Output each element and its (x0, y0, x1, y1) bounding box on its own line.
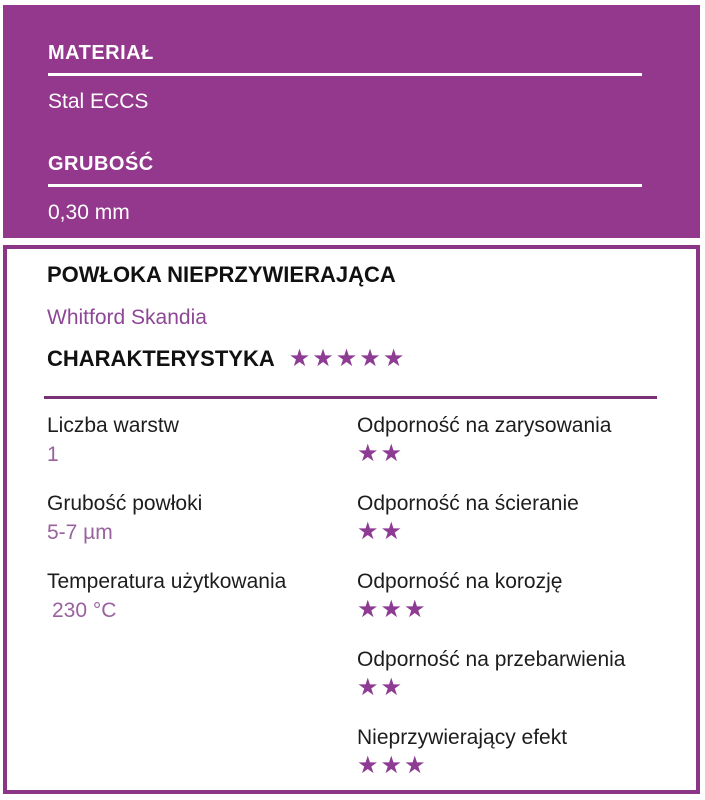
characteristics-heading: CHARAKTERYSTYKA (47, 346, 275, 371)
spec-item-coating-thickness (47, 492, 357, 570)
rating-item-abrasion-resistance (357, 492, 687, 570)
rating-stars: ★★★ (357, 752, 428, 779)
rating-item-scratch-resistance (357, 414, 687, 492)
rating-item-discoloration-resistance (357, 648, 687, 726)
spec-grid (47, 414, 696, 800)
material-section (3, 5, 700, 238)
thickness-value: 0,30 mm (48, 201, 130, 224)
thickness-heading: GRUBOŚĆ (48, 153, 154, 175)
rating-stars: ★★ (357, 674, 405, 701)
material-value: Stal ECCS (48, 90, 149, 113)
coating-title: POWŁOKA NIEPRZYWIERAJĄCA (47, 262, 396, 287)
rating-stars: ★★ (357, 518, 405, 545)
material-underline (48, 73, 642, 76)
characteristics-rating-stars: ★★★★★ (288, 345, 407, 372)
spec-column-left (47, 414, 357, 800)
spec-item-layers (47, 414, 357, 492)
spec-item-usage-temperature (47, 570, 357, 648)
rating-item-corrosion-resistance (357, 570, 687, 648)
spec-column-right (357, 414, 687, 800)
characteristics-row (47, 346, 696, 372)
rating-item-label: Odporność na ścieranie (357, 492, 579, 515)
rating-item-label: Odporność na zarysowania (357, 414, 612, 437)
rating-stars: ★★ (357, 440, 405, 467)
thickness-underline (48, 184, 642, 187)
coating-panel (3, 245, 700, 794)
coating-brand: Whitford Skandia (47, 306, 207, 329)
spec-item-label: Liczba warstw (47, 414, 179, 437)
rating-item-label: Nieprzywierający efekt (357, 726, 568, 749)
rating-stars: ★★★ (357, 596, 428, 623)
rating-item-label: Odporność na przebarwienia (357, 648, 626, 671)
spec-item-label: Grubość powłoki (47, 492, 203, 515)
rating-item-label: Odporność na korozję (357, 570, 563, 593)
spec-item-label: Temperatura użytkowania (47, 570, 287, 593)
spec-item-value: 5-7 µm (47, 521, 113, 544)
material-heading: MATERIAŁ (48, 42, 154, 64)
spec-item-value: 1 (47, 443, 59, 466)
section-divider (44, 396, 657, 399)
rating-item-nonstick-effect (357, 726, 687, 800)
spec-item-value: 230 °C (52, 599, 117, 622)
